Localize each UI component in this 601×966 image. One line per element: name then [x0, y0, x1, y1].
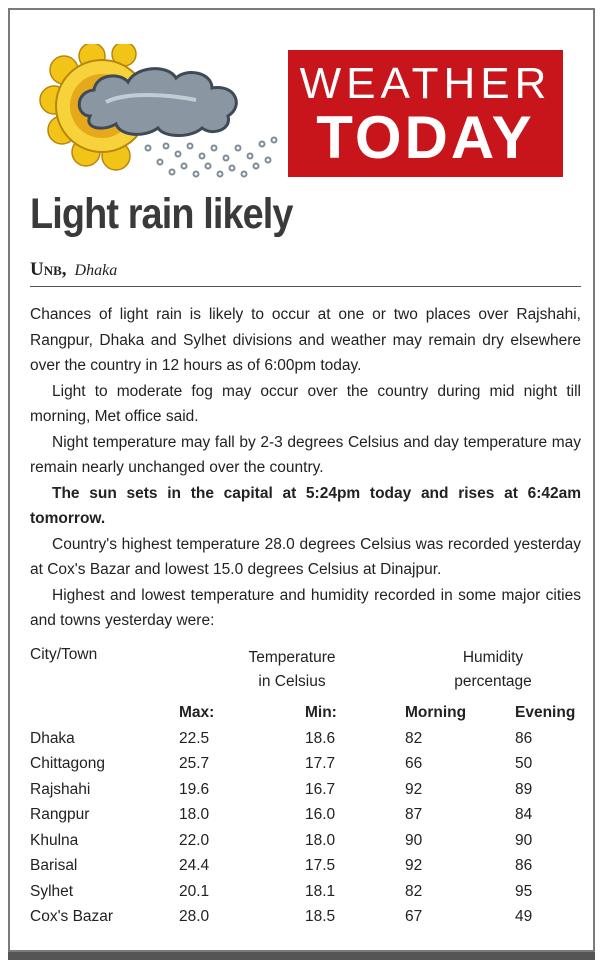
cell-max: 25.7 [179, 755, 210, 772]
cell-max: 20.1 [179, 882, 210, 900]
cell-max: 22.5 [179, 729, 210, 747]
cell-morning: 82 [405, 729, 423, 747]
cell-city: Barisal [30, 857, 78, 874]
table-row [30, 908, 581, 934]
byline-agency: Unb, [30, 259, 67, 280]
col-group-humidity [405, 646, 581, 694]
table-row [30, 883, 581, 909]
headline: Light rain likely [30, 190, 293, 238]
cell-morning: 92 [405, 780, 423, 798]
cell-min: 17.7 [305, 755, 336, 772]
table-row [30, 781, 581, 807]
cell-city: Rajshahi [30, 780, 91, 798]
cell-min: 18.5 [305, 908, 336, 925]
paragraph: Highest and lowest temperature and humidity recorded in some major cities and towns yesterday were: [30, 586, 581, 629]
cell-evening: 50 [515, 755, 533, 772]
cell-max: 24.4 [179, 857, 210, 874]
humidity-header-line1: Humidity [462, 649, 524, 666]
humidity-header-line2: percentage [454, 673, 532, 690]
cell-morning: 67 [405, 908, 423, 925]
cell-evening: 49 [515, 908, 533, 925]
cell-max: 19.6 [179, 780, 210, 798]
temperature-header-line2: in Celsius [258, 673, 326, 690]
table-row [30, 806, 581, 832]
weather-illustration [36, 44, 286, 184]
paragraph: Night temperature may fall by 2-3 degrees Celsius and day temperature may remain nearly unchanged over the country. [30, 433, 581, 476]
col-group-temperature [179, 646, 405, 694]
col-header-city: City/Town [30, 646, 98, 663]
cell-min: 16.7 [305, 780, 336, 798]
byline [30, 259, 117, 281]
table-body [30, 730, 581, 934]
cell-morning: 66 [405, 755, 423, 772]
cell-morning: 82 [405, 882, 423, 900]
table-row [30, 857, 581, 883]
sub-header-morning: Morning [405, 704, 467, 721]
sub-header-max: Max: [179, 704, 215, 721]
table-subheader-row [30, 694, 581, 730]
cell-evening: 90 [515, 831, 533, 849]
weather-table [30, 646, 581, 934]
banner-line-weather: WEATHER [299, 59, 552, 108]
cell-evening: 86 [515, 729, 533, 747]
cell-city: Dhaka [30, 729, 75, 747]
table-row [30, 755, 581, 781]
cell-city: Chittagong [30, 755, 105, 772]
table-row [30, 832, 581, 858]
cell-min: 18.0 [305, 831, 336, 849]
cell-min: 18.1 [305, 882, 336, 900]
byline-rule [30, 286, 581, 287]
sub-header-min: Min: [305, 704, 337, 721]
paragraph: Light to moderate fog may occur over the country during mid night till morning, Met office said. [30, 382, 581, 425]
cell-city: Sylhet [30, 882, 74, 900]
bottom-bar [8, 952, 595, 960]
byline-city: Dhaka [74, 262, 118, 279]
paragraph: Country's highest temperature 28.0 degrees Celsius was recorded yesterday at Cox's Bazar and lowest 15.0 degrees Celsius at Dinajpur. [30, 535, 581, 578]
cell-max: 28.0 [179, 908, 210, 925]
article-body [30, 302, 581, 634]
cell-morning: 92 [405, 857, 423, 874]
sub-header-evening: Evening [515, 704, 576, 721]
cell-max: 18.0 [179, 806, 210, 823]
paragraph-sun-times: The sun sets in the capital at 5:24pm today and rises at 6:42am tomorrow. [30, 484, 581, 527]
cell-evening: 84 [515, 806, 533, 823]
cell-max: 22.0 [179, 831, 210, 849]
temperature-header-line1: Temperature [248, 649, 336, 666]
cell-morning: 87 [405, 806, 423, 823]
table-row [30, 730, 581, 756]
table-header-row [30, 646, 581, 694]
sub-header-blank [30, 694, 179, 730]
cell-evening: 95 [515, 882, 533, 900]
weather-today-banner [288, 50, 563, 177]
cell-evening: 89 [515, 780, 533, 798]
cell-morning: 90 [405, 831, 423, 849]
cell-min: 17.5 [305, 857, 336, 874]
cell-evening: 86 [515, 857, 533, 874]
cell-city: Rangpur [30, 806, 90, 823]
cell-min: 18.6 [305, 729, 336, 747]
cell-city: Cox's Bazar [30, 908, 114, 925]
banner-line-today: TODAY [316, 104, 535, 171]
paragraph: Chances of light rain is likely to occur at one or two places over Rajshahi, Rangpur, Dhaka and Sylhet divisions and weather may remain dry elsewhere over the country in 12 hours as of 6:00pm today. [30, 306, 581, 374]
cell-min: 16.0 [305, 806, 336, 823]
cell-city: Khulna [30, 831, 79, 849]
